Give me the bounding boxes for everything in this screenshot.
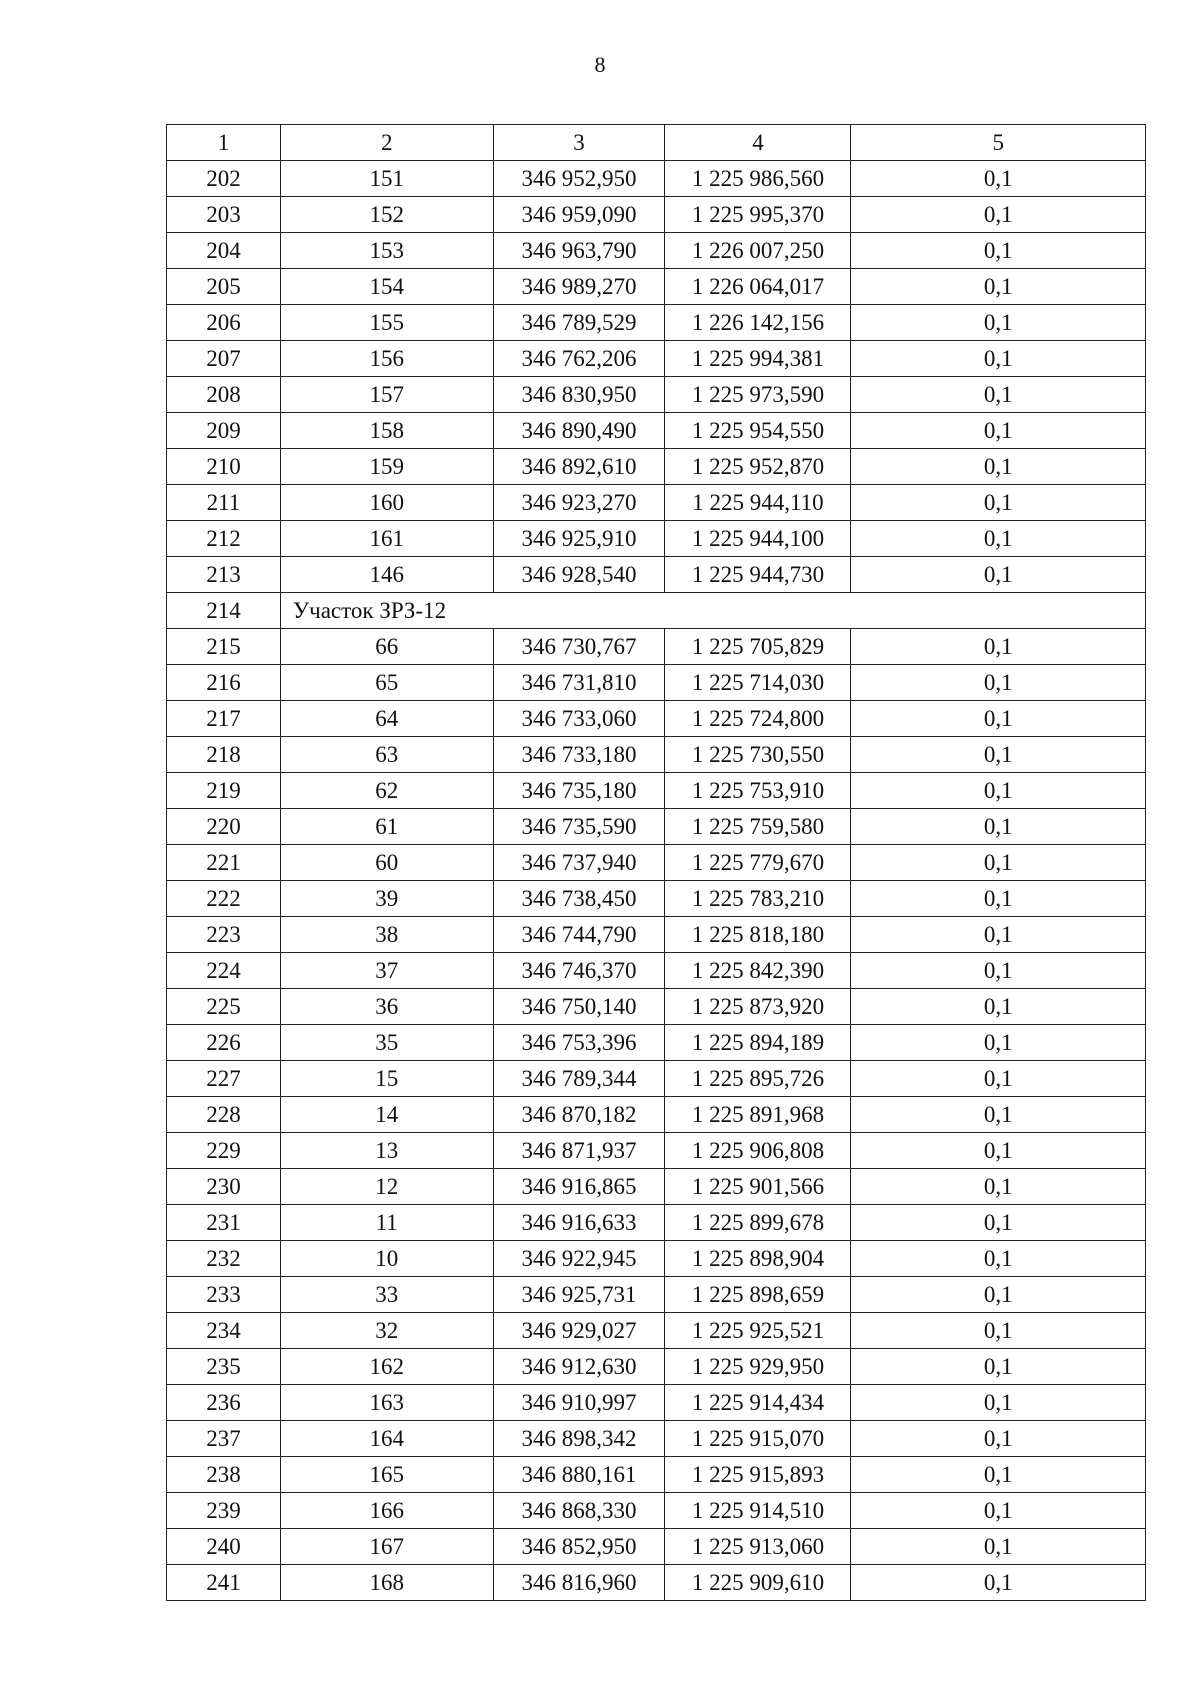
point-number-cell: 14 [280, 1097, 493, 1133]
coordinate-y-cell: 1 225 898,659 [665, 1277, 851, 1313]
coordinate-x-cell: 346 922,945 [493, 1241, 665, 1277]
table-row [167, 701, 1146, 737]
point-number-cell: 168 [280, 1565, 493, 1601]
page-number: 8 [594, 52, 606, 77]
row-number-cell: 218 [167, 737, 281, 773]
coordinate-x-cell: 346 870,182 [493, 1097, 665, 1133]
row-number-cell: 225 [167, 989, 281, 1025]
accuracy-cell: 0,1 [851, 197, 1146, 233]
accuracy-cell: 0,1 [851, 161, 1146, 197]
point-number-cell: 10 [280, 1241, 493, 1277]
row-number-cell: 240 [167, 1529, 281, 1565]
point-number-cell: 11 [280, 1205, 493, 1241]
coordinate-y-cell: 1 225 909,610 [665, 1565, 851, 1601]
coordinate-y-cell: 1 225 842,390 [665, 953, 851, 989]
row-number-cell: 229 [167, 1133, 281, 1169]
accuracy-cell: 0,1 [851, 1097, 1146, 1133]
point-number-cell: 15 [280, 1061, 493, 1097]
accuracy-cell: 0,1 [851, 881, 1146, 917]
header-cell-4: 4 [665, 125, 851, 161]
point-number-cell: 163 [280, 1385, 493, 1421]
coordinate-x-cell: 346 830,950 [493, 377, 665, 413]
coordinate-x-cell: 346 789,529 [493, 305, 665, 341]
row-number-cell: 205 [167, 269, 281, 305]
coordinate-x-cell: 346 925,910 [493, 521, 665, 557]
coordinate-x-cell: 346 910,997 [493, 1385, 665, 1421]
coordinate-x-cell: 346 730,767 [493, 629, 665, 665]
coordinate-x-cell: 346 892,610 [493, 449, 665, 485]
point-number-cell: 162 [280, 1349, 493, 1385]
coordinate-x-cell: 346 852,950 [493, 1529, 665, 1565]
table-header [167, 125, 1146, 161]
coordinate-y-cell: 1 225 759,580 [665, 809, 851, 845]
accuracy-cell: 0,1 [851, 917, 1146, 953]
accuracy-cell: 0,1 [851, 449, 1146, 485]
point-number-cell: 66 [280, 629, 493, 665]
row-number-cell: 231 [167, 1205, 281, 1241]
row-number-cell: 210 [167, 449, 281, 485]
coordinate-x-cell: 346 753,396 [493, 1025, 665, 1061]
table-row [167, 845, 1146, 881]
coordinate-y-cell: 1 226 142,156 [665, 305, 851, 341]
accuracy-cell: 0,1 [851, 1529, 1146, 1565]
coordinate-y-cell: 1 225 944,730 [665, 557, 851, 593]
accuracy-cell: 0,1 [851, 1277, 1146, 1313]
table-row [167, 1241, 1146, 1277]
table-row [167, 233, 1146, 269]
row-number-cell: 207 [167, 341, 281, 377]
accuracy-cell: 0,1 [851, 269, 1146, 305]
point-number-cell: 33 [280, 1277, 493, 1313]
table-row [167, 1097, 1146, 1133]
table-row [167, 161, 1146, 197]
coordinate-x-cell: 346 916,865 [493, 1169, 665, 1205]
point-number-cell: 165 [280, 1457, 493, 1493]
accuracy-cell: 0,1 [851, 1349, 1146, 1385]
row-number-cell: 235 [167, 1349, 281, 1385]
accuracy-cell: 0,1 [851, 989, 1146, 1025]
table-row [167, 917, 1146, 953]
table-row [167, 1385, 1146, 1421]
row-number-cell: 221 [167, 845, 281, 881]
coordinate-x-cell: 346 925,731 [493, 1277, 665, 1313]
point-number-cell: 35 [280, 1025, 493, 1061]
coordinate-y-cell: 1 225 906,808 [665, 1133, 851, 1169]
point-number-cell: 38 [280, 917, 493, 953]
point-number-cell: 61 [280, 809, 493, 845]
coordinate-y-cell: 1 225 818,180 [665, 917, 851, 953]
point-number-cell: 155 [280, 305, 493, 341]
coordinate-x-cell: 346 735,180 [493, 773, 665, 809]
coordinate-x-cell: 346 928,540 [493, 557, 665, 593]
row-number-cell: 204 [167, 233, 281, 269]
coordinates-table [166, 124, 1146, 1601]
row-number-cell: 239 [167, 1493, 281, 1529]
accuracy-cell: 0,1 [851, 845, 1146, 881]
coordinate-y-cell: 1 225 705,829 [665, 629, 851, 665]
table-row [167, 269, 1146, 305]
coordinate-x-cell: 346 738,450 [493, 881, 665, 917]
coordinate-x-cell: 346 816,960 [493, 1565, 665, 1601]
point-number-cell: 160 [280, 485, 493, 521]
accuracy-cell: 0,1 [851, 557, 1146, 593]
table-row [167, 197, 1146, 233]
header-cell-3: 3 [493, 125, 665, 161]
row-number-cell: 232 [167, 1241, 281, 1277]
point-number-cell: 164 [280, 1421, 493, 1457]
table-row [167, 665, 1146, 701]
coordinate-x-cell: 346 762,206 [493, 341, 665, 377]
coordinate-x-cell: 346 929,027 [493, 1313, 665, 1349]
accuracy-cell: 0,1 [851, 737, 1146, 773]
point-number-cell: 157 [280, 377, 493, 413]
row-number-cell: 223 [167, 917, 281, 953]
row-number-cell: 220 [167, 809, 281, 845]
point-number-cell: 152 [280, 197, 493, 233]
row-number-cell: 219 [167, 773, 281, 809]
table-row [167, 1529, 1146, 1565]
coordinate-y-cell: 1 225 915,070 [665, 1421, 851, 1457]
coordinate-y-cell: 1 225 783,210 [665, 881, 851, 917]
coordinate-x-cell: 346 890,490 [493, 413, 665, 449]
coordinate-x-cell: 346 868,330 [493, 1493, 665, 1529]
row-number-cell: 234 [167, 1313, 281, 1349]
row-number-cell: 236 [167, 1385, 281, 1421]
table-row [167, 449, 1146, 485]
coordinate-y-cell: 1 225 944,100 [665, 521, 851, 557]
table-row [167, 629, 1146, 665]
table-row [167, 485, 1146, 521]
row-number-cell: 222 [167, 881, 281, 917]
accuracy-cell: 0,1 [851, 1385, 1146, 1421]
point-number-cell: 151 [280, 161, 493, 197]
row-number-cell: 226 [167, 1025, 281, 1061]
coordinate-x-cell: 346 735,590 [493, 809, 665, 845]
table-row [167, 953, 1146, 989]
point-number-cell: 39 [280, 881, 493, 917]
coordinate-y-cell: 1 225 899,678 [665, 1205, 851, 1241]
row-number-cell: 233 [167, 1277, 281, 1313]
table-row [167, 1169, 1146, 1205]
coordinate-y-cell: 1 225 753,910 [665, 773, 851, 809]
header-cell-5: 5 [851, 125, 1146, 161]
accuracy-cell: 0,1 [851, 1493, 1146, 1529]
coordinate-x-cell: 346 871,937 [493, 1133, 665, 1169]
coordinate-y-cell: 1 225 730,550 [665, 737, 851, 773]
row-number-cell: 216 [167, 665, 281, 701]
coordinate-y-cell: 1 226 064,017 [665, 269, 851, 305]
accuracy-cell: 0,1 [851, 521, 1146, 557]
coordinate-y-cell: 1 225 915,893 [665, 1457, 851, 1493]
table-row [167, 773, 1146, 809]
row-number-cell: 224 [167, 953, 281, 989]
accuracy-cell: 0,1 [851, 1169, 1146, 1205]
table-row [167, 557, 1146, 593]
point-number-cell: 167 [280, 1529, 493, 1565]
row-number-cell: 241 [167, 1565, 281, 1601]
point-number-cell: 37 [280, 953, 493, 989]
row-number-cell: 206 [167, 305, 281, 341]
row-number-cell: 230 [167, 1169, 281, 1205]
table-row [167, 413, 1146, 449]
accuracy-cell: 0,1 [851, 1241, 1146, 1277]
table-row [167, 341, 1146, 377]
table-row [167, 989, 1146, 1025]
point-number-cell: 60 [280, 845, 493, 881]
table-row [167, 1313, 1146, 1349]
coordinate-x-cell: 346 731,810 [493, 665, 665, 701]
point-number-cell: 13 [280, 1133, 493, 1169]
row-number-cell: 213 [167, 557, 281, 593]
coordinate-y-cell: 1 225 779,670 [665, 845, 851, 881]
accuracy-cell: 0,1 [851, 701, 1146, 737]
coordinate-y-cell: 1 225 925,521 [665, 1313, 851, 1349]
point-number-cell: 36 [280, 989, 493, 1025]
accuracy-cell: 0,1 [851, 413, 1146, 449]
table-row [167, 1349, 1146, 1385]
accuracy-cell: 0,1 [851, 773, 1146, 809]
coordinate-y-cell: 1 226 007,250 [665, 233, 851, 269]
coordinate-x-cell: 346 912,630 [493, 1349, 665, 1385]
header-row [167, 125, 1146, 161]
table-row [167, 1457, 1146, 1493]
coordinate-y-cell: 1 225 913,060 [665, 1529, 851, 1565]
accuracy-cell: 0,1 [851, 377, 1146, 413]
coordinate-y-cell: 1 225 994,381 [665, 341, 851, 377]
table-body [167, 161, 1146, 1601]
table-row [167, 1565, 1146, 1601]
header-cell-2: 2 [280, 125, 493, 161]
coordinate-x-cell: 346 898,342 [493, 1421, 665, 1457]
table-row [167, 809, 1146, 845]
table-row [167, 1205, 1146, 1241]
accuracy-cell: 0,1 [851, 1457, 1146, 1493]
point-number-cell: 146 [280, 557, 493, 593]
point-number-cell: 153 [280, 233, 493, 269]
coordinate-x-cell: 346 916,633 [493, 1205, 665, 1241]
coordinate-x-cell: 346 737,940 [493, 845, 665, 881]
coordinate-x-cell: 346 733,060 [493, 701, 665, 737]
row-number-cell: 237 [167, 1421, 281, 1457]
row-number-cell: 212 [167, 521, 281, 557]
coordinate-x-cell: 346 746,370 [493, 953, 665, 989]
table-row [167, 521, 1146, 557]
section-row [167, 593, 1146, 629]
coordinate-x-cell: 346 963,790 [493, 233, 665, 269]
coordinate-y-cell: 1 225 898,904 [665, 1241, 851, 1277]
point-number-cell: 166 [280, 1493, 493, 1529]
table-row [167, 737, 1146, 773]
coordinate-y-cell: 1 225 894,189 [665, 1025, 851, 1061]
coordinate-y-cell: 1 225 895,726 [665, 1061, 851, 1097]
row-number-cell: 208 [167, 377, 281, 413]
point-number-cell: 159 [280, 449, 493, 485]
accuracy-cell: 0,1 [851, 1133, 1146, 1169]
accuracy-cell: 0,1 [851, 665, 1146, 701]
row-number-cell: 215 [167, 629, 281, 665]
section-label: Участок ЗРЗ-12 [280, 593, 1145, 629]
point-number-cell: 63 [280, 737, 493, 773]
accuracy-cell: 0,1 [851, 809, 1146, 845]
table-row [167, 1277, 1146, 1313]
table-row [167, 1133, 1146, 1169]
accuracy-cell: 0,1 [851, 233, 1146, 269]
coordinate-y-cell: 1 225 714,030 [665, 665, 851, 701]
row-number-cell: 211 [167, 485, 281, 521]
point-number-cell: 32 [280, 1313, 493, 1349]
accuracy-cell: 0,1 [851, 629, 1146, 665]
point-number-cell: 64 [280, 701, 493, 737]
coordinate-y-cell: 1 225 901,566 [665, 1169, 851, 1205]
coordinate-x-cell: 346 959,090 [493, 197, 665, 233]
coordinate-x-cell: 346 880,161 [493, 1457, 665, 1493]
table-row [167, 1421, 1146, 1457]
coordinate-x-cell: 346 750,140 [493, 989, 665, 1025]
accuracy-cell: 0,1 [851, 341, 1146, 377]
accuracy-cell: 0,1 [851, 1565, 1146, 1601]
accuracy-cell: 0,1 [851, 1313, 1146, 1349]
coordinate-x-cell: 346 733,180 [493, 737, 665, 773]
coordinate-y-cell: 1 225 954,550 [665, 413, 851, 449]
point-number-cell: 158 [280, 413, 493, 449]
accuracy-cell: 0,1 [851, 305, 1146, 341]
row-number-cell: 209 [167, 413, 281, 449]
coordinate-x-cell: 346 923,270 [493, 485, 665, 521]
accuracy-cell: 0,1 [851, 1421, 1146, 1457]
coordinate-x-cell: 346 789,344 [493, 1061, 665, 1097]
point-number-cell: 65 [280, 665, 493, 701]
accuracy-cell: 0,1 [851, 485, 1146, 521]
row-number-cell: 202 [167, 161, 281, 197]
coordinate-y-cell: 1 225 995,370 [665, 197, 851, 233]
table-row [167, 1061, 1146, 1097]
accuracy-cell: 0,1 [851, 953, 1146, 989]
row-number-cell: 227 [167, 1061, 281, 1097]
row-number-cell: 214 [167, 593, 281, 629]
row-number-cell: 228 [167, 1097, 281, 1133]
point-number-cell: 12 [280, 1169, 493, 1205]
row-number-cell: 203 [167, 197, 281, 233]
header-cell-1: 1 [167, 125, 281, 161]
row-number-cell: 238 [167, 1457, 281, 1493]
coordinate-x-cell: 346 744,790 [493, 917, 665, 953]
coordinate-y-cell: 1 225 873,920 [665, 989, 851, 1025]
accuracy-cell: 0,1 [851, 1205, 1146, 1241]
table-row [167, 1025, 1146, 1061]
table-row [167, 1493, 1146, 1529]
point-number-cell: 161 [280, 521, 493, 557]
coordinate-y-cell: 1 225 891,968 [665, 1097, 851, 1133]
table-row [167, 377, 1146, 413]
row-number-cell: 217 [167, 701, 281, 737]
table-row [167, 881, 1146, 917]
coordinate-y-cell: 1 225 944,110 [665, 485, 851, 521]
coordinate-y-cell: 1 225 914,434 [665, 1385, 851, 1421]
coordinate-y-cell: 1 225 952,870 [665, 449, 851, 485]
table-row [167, 305, 1146, 341]
coordinate-y-cell: 1 225 914,510 [665, 1493, 851, 1529]
point-number-cell: 62 [280, 773, 493, 809]
coordinate-y-cell: 1 225 929,950 [665, 1349, 851, 1385]
accuracy-cell: 0,1 [851, 1061, 1146, 1097]
coordinate-x-cell: 346 952,950 [493, 161, 665, 197]
coordinate-y-cell: 1 225 724,800 [665, 701, 851, 737]
coordinate-y-cell: 1 225 973,590 [665, 377, 851, 413]
coordinate-y-cell: 1 225 986,560 [665, 161, 851, 197]
point-number-cell: 154 [280, 269, 493, 305]
accuracy-cell: 0,1 [851, 1025, 1146, 1061]
coordinate-x-cell: 346 989,270 [493, 269, 665, 305]
point-number-cell: 156 [280, 341, 493, 377]
